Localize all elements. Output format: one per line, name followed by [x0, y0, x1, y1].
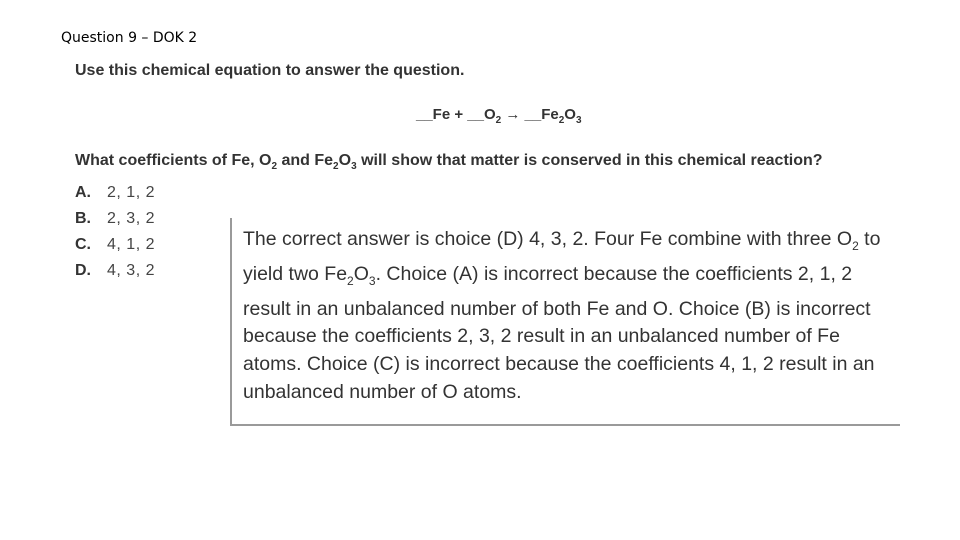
choice-letter: A. — [75, 184, 91, 201]
slide-title: Question 9 – DOK 2 — [61, 30, 198, 46]
choice-letter: B. — [75, 210, 91, 227]
choice-values: 4, 1, 2 — [107, 236, 155, 253]
prompt-text: What coefficients of Fe, O — [75, 152, 272, 169]
choice-values: 2, 1, 2 — [107, 184, 155, 201]
explanation-subscript: 3 — [368, 273, 376, 288]
equation-subscript: 2 — [558, 115, 565, 126]
question-intro: Use this chemical equation to answer the question. — [75, 62, 465, 79]
choice-letter: D. — [75, 262, 91, 279]
prompt-subscript: 2 — [271, 161, 278, 172]
prompt-text: O — [338, 152, 352, 169]
prompt-subscript: 3 — [351, 161, 357, 172]
chemical-equation — [416, 106, 582, 126]
equation-reactants: __Fe + __O — [416, 106, 496, 123]
equation-arrow-product: → __Fe — [501, 106, 559, 123]
choice-c — [75, 235, 155, 261]
explanation-subscript: 2 — [347, 273, 354, 288]
choice-d — [75, 261, 155, 287]
explanation-subscript: 2 — [852, 239, 859, 253]
answer-explanation — [243, 226, 893, 407]
explanation-text: The correct answer is choice (D) 4, 3, 2. Four Fe combine with three O — [243, 228, 853, 250]
choice-letter: C. — [75, 236, 91, 253]
question-prompt — [75, 152, 823, 172]
prompt-subscript: 2 — [333, 161, 339, 172]
equation-subscript: 2 — [495, 115, 502, 126]
choice-values: 4, 3, 2 — [107, 262, 155, 279]
choice-b — [75, 209, 155, 235]
explanation-text: O — [353, 262, 369, 285]
choice-a — [75, 183, 155, 209]
explanation-text: . Choice (A) is incorrect because the coefficients 2, 1, 2 result in an unbalanced number of both Fe and O. Choice (B) is incorrect because the coefficients 2, 3, 2 result in an unbalanced number of Fe atoms. Choice (C) is incorrect because the coefficients 4, 1, 2 result in an unbalanced number of O atoms. — [243, 262, 875, 403]
equation-subscript: 3 — [575, 115, 582, 126]
answer-choices — [75, 183, 155, 287]
prompt-text: will show that matter is conserved in this chemical reaction? — [356, 152, 823, 169]
explanation-text: to yield two Fe — [243, 228, 881, 285]
equation-oxygen: O — [564, 106, 576, 123]
prompt-text: and Fe — [277, 152, 334, 169]
choice-values: 2, 3, 2 — [107, 210, 155, 227]
